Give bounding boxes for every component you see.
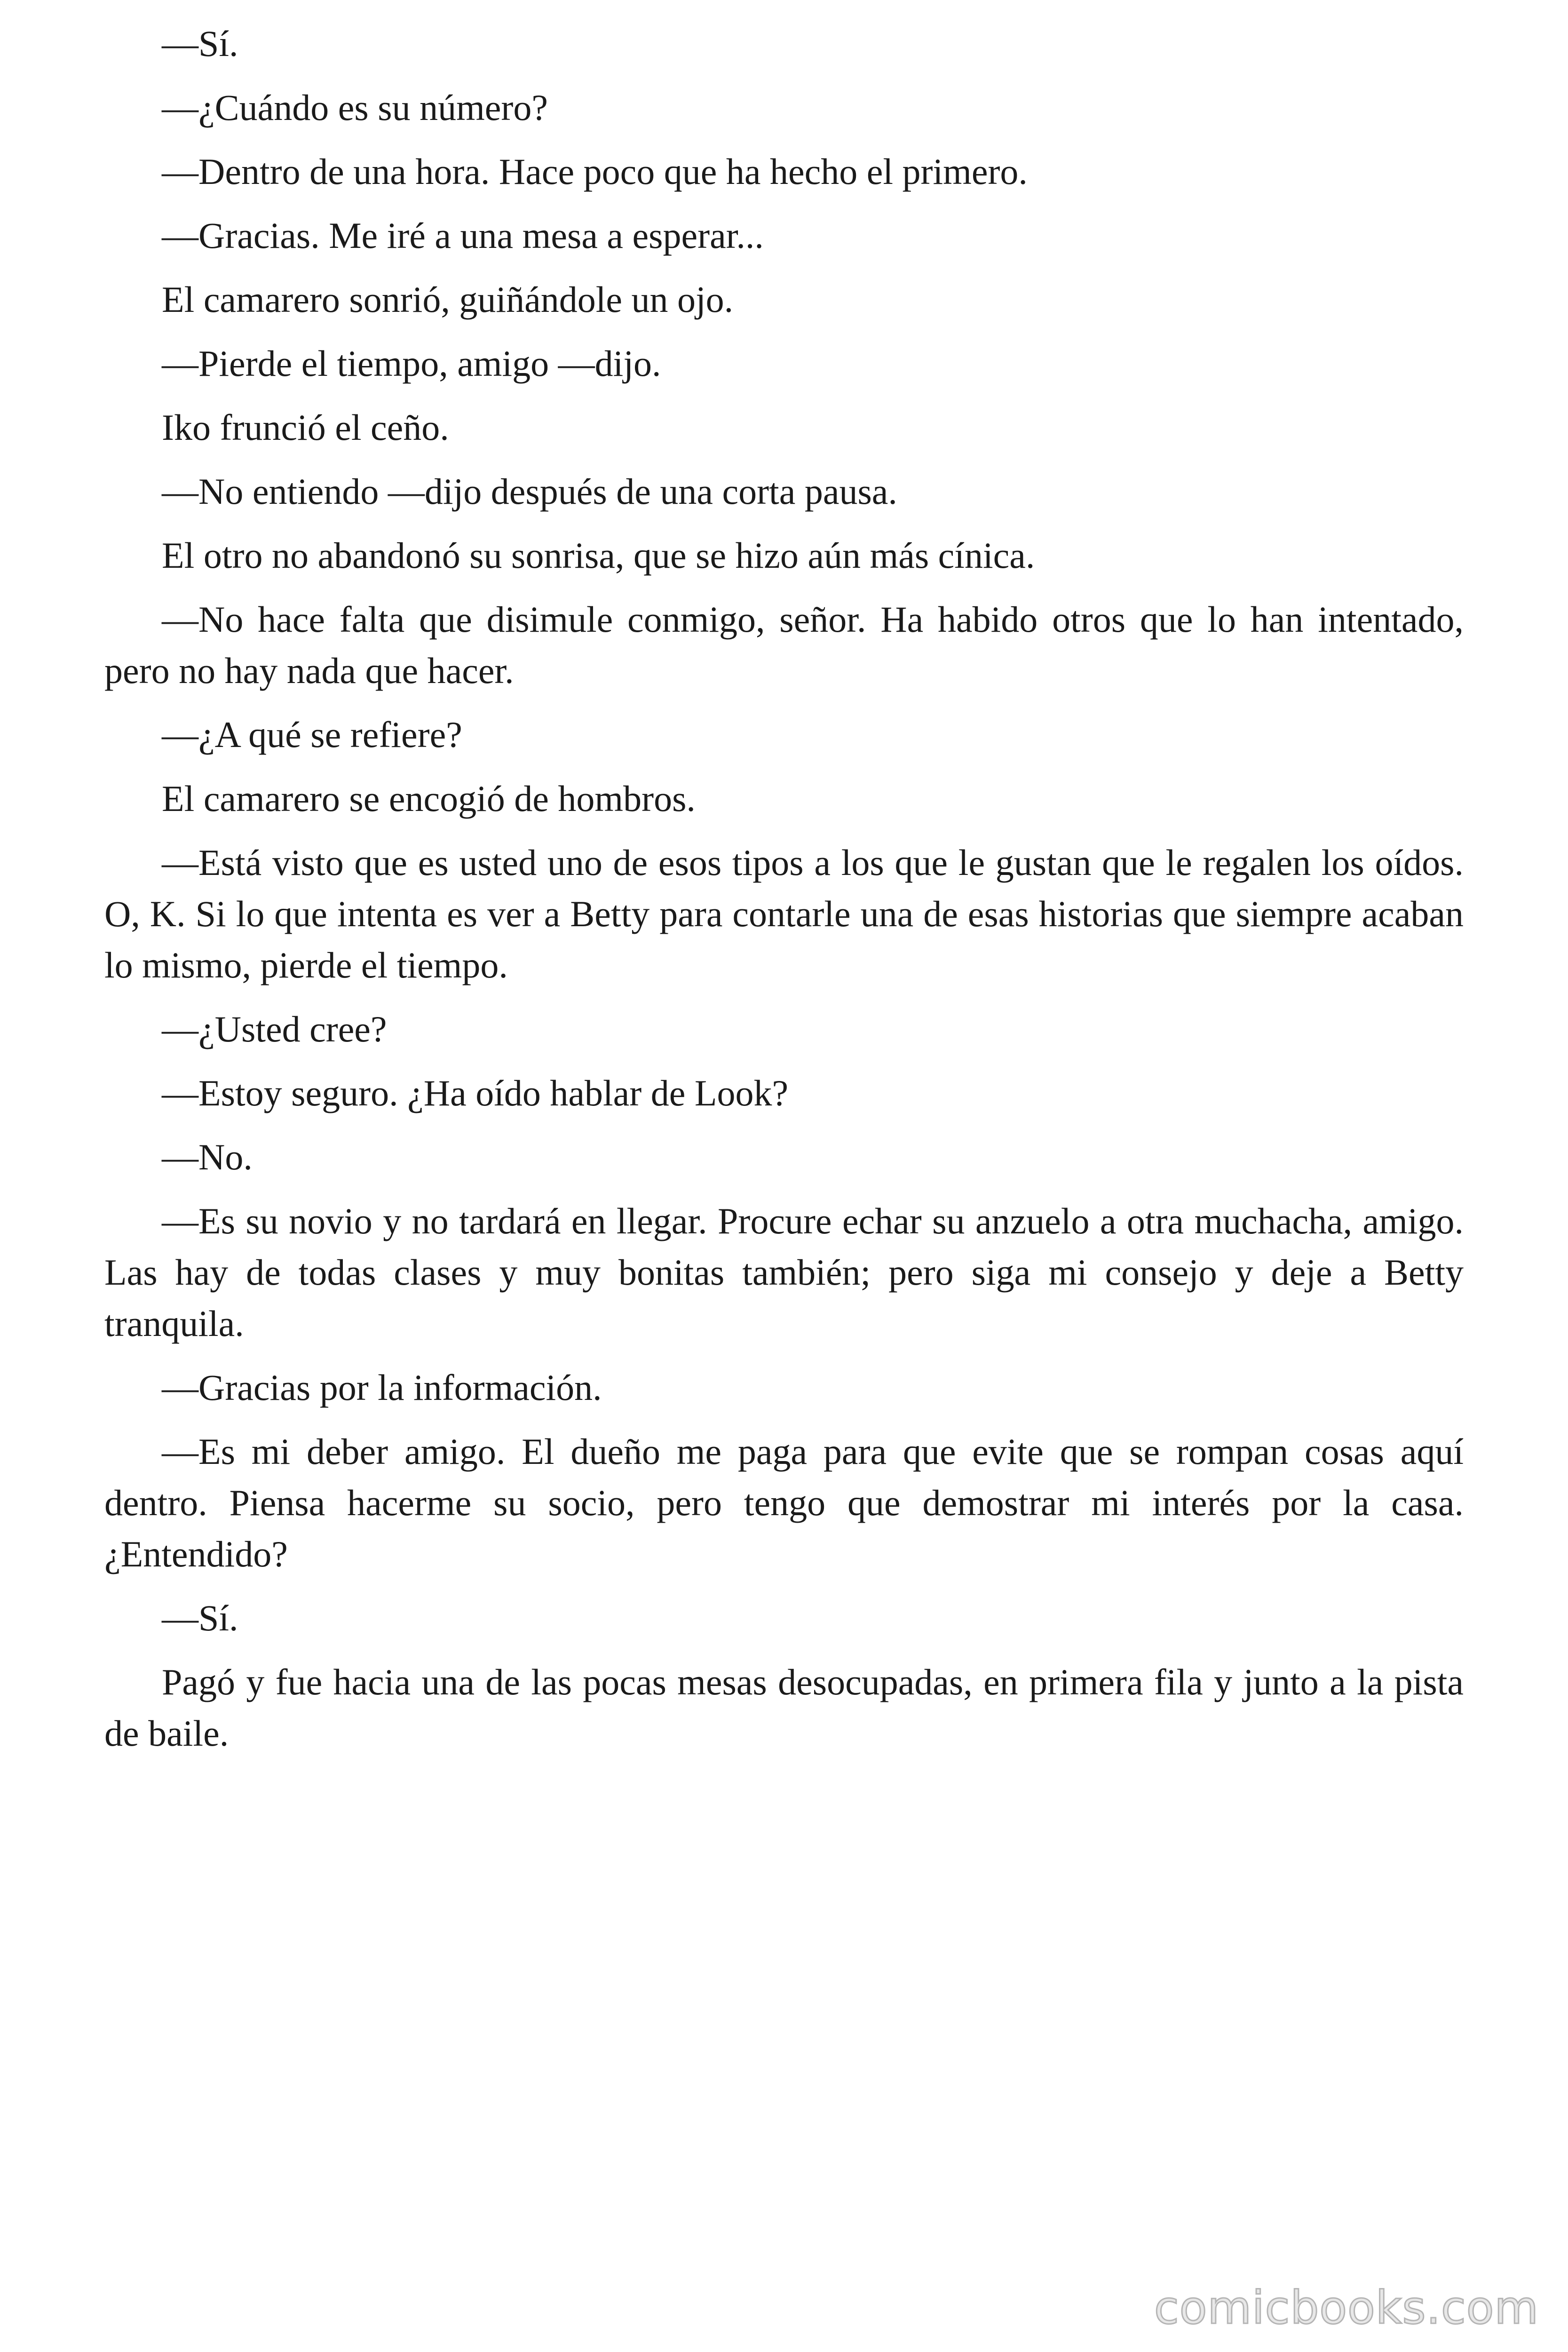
paragraph: —Sí. [162, 23, 238, 64]
paragraph: El otro no abandonó su sonrisa, que se hizo aún más cínica. [162, 535, 1035, 576]
paragraph: —Es mi deber amigo. El dueño me paga para que evite que se rompan cosas aquí dentro. Piensa hacerme su socio, pero tengo que demostrar mi interés por la casa. ¿Entendido? [104, 1431, 1464, 1574]
paragraph: —No hace falta que disimule conmigo, señor. Ha habido otros que lo han intentado, pero no hay nada que hacer. [104, 599, 1464, 691]
paragraph: El camarero se encogió de hombros. [162, 778, 696, 819]
paragraph: —Gracias por la información. [162, 1367, 602, 1408]
paragraph: —No. [162, 1136, 253, 1177]
paragraph: —Está visto que es usted uno de esos tipos a los que le gustan que le regalen los oídos. O, K. Si lo que intenta es ver a Betty para contarle una de esas historias que siempre acaban lo mismo, pierde el tiempo. [104, 842, 1464, 985]
paragraph: El camarero sonrió, guiñándole un ojo. [162, 279, 734, 320]
paragraph: Pagó y fue hacia una de las pocas mesas desocupadas, en primera fila y junto a la pista de baile. [104, 1661, 1464, 1754]
paragraph: —No entiendo —dijo después de una corta pausa. [162, 471, 897, 512]
paragraph: —Gracias. Me iré a una mesa a esperar... [162, 215, 764, 256]
paragraph: —¿Usted cree? [162, 1009, 387, 1049]
paragraph: —¿Cuándo es su número? [162, 87, 548, 128]
watermark: comicbooks.com [1154, 2281, 1539, 2334]
paragraph: —Pierde el tiempo, amigo —dijo. [162, 343, 661, 384]
paragraph: —Es su novio y no tardará en llegar. Procure echar su anzuelo a otra muchacha, amigo. Las hay de todas clases y muy bonitas también; pero siga mi consejo y deje a Betty tranquila. [104, 1200, 1464, 1344]
paragraph: —¿A qué se refiere? [162, 714, 462, 755]
paragraph: —Sí. [162, 1597, 238, 1638]
book-page-text [104, 18, 1464, 1772]
paragraph: Iko frunció el ceño. [162, 407, 449, 448]
paragraph: —Estoy seguro. ¿Ha oído hablar de Look? [162, 1073, 789, 1113]
paragraph: —Dentro de una hora. Hace poco que ha hecho el primero. [162, 151, 1028, 192]
